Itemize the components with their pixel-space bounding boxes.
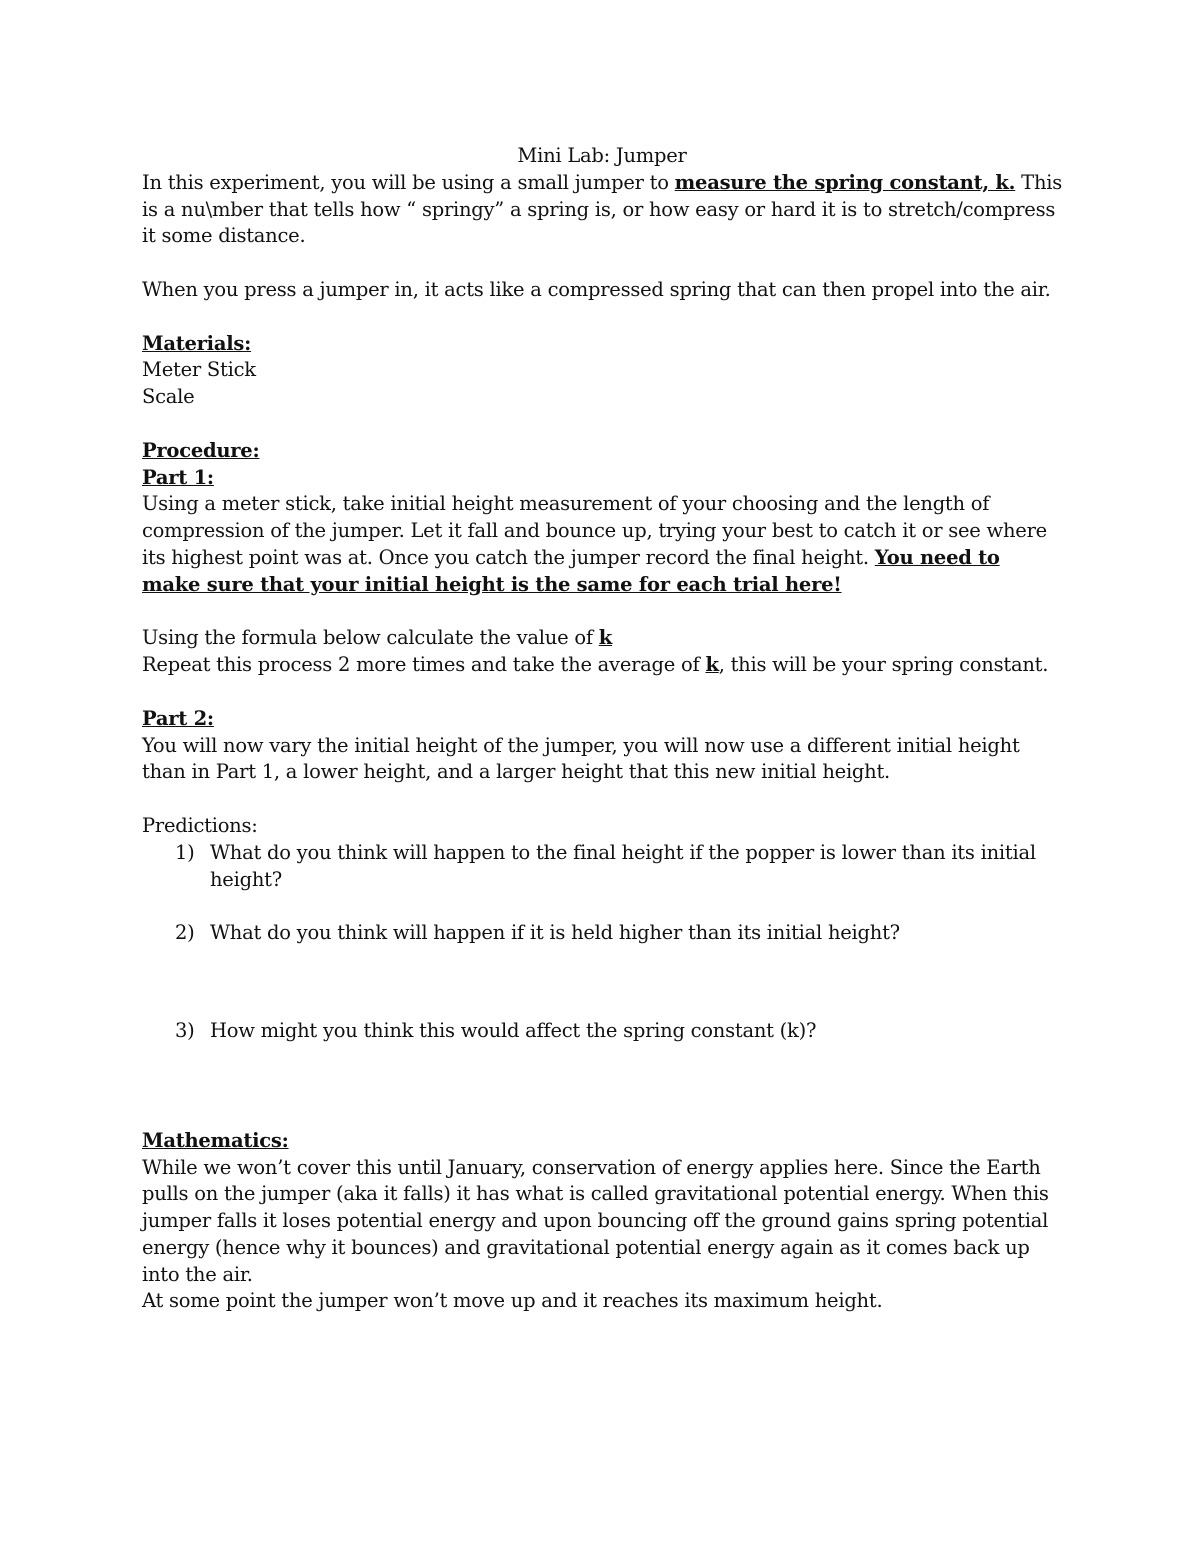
press-paragraph: When you press a jumper in, it acts like a compressed spring that can then propel into the air. xyxy=(142,277,1051,301)
part2-paragraph: You will now vary the initial height of the jumper, you will now use a different initial height than in Part 1, a lower height, and a larger height that this new initial height. xyxy=(142,733,1020,784)
document-page xyxy=(142,143,1062,1315)
question-number: 1) xyxy=(175,840,195,864)
part2-heading: Part 2: xyxy=(142,706,214,730)
material-item: Scale xyxy=(142,385,195,409)
intro-emphasis: measure the spring constant, k. xyxy=(674,170,1016,194)
part1-paragraph xyxy=(142,491,1062,598)
material-item: Meter Stick xyxy=(142,358,256,382)
repeat-line xyxy=(142,652,1062,679)
mathematics-paragraph: While we won’t cover this until January, conservation of energy applies here. Since the Earth pulls on the jumper (aka it falls) it has what is called gravitational potential energy. When this jumper falls it loses potential energy and upon bouncing off the ground gains spring potential energy (hence why it bounces) and gravitational potential energy again as it comes back up into the air. xyxy=(142,1155,1049,1286)
part1-heading: Part 1: xyxy=(142,465,214,489)
formula-line xyxy=(142,625,1062,652)
formula-text: Using the formula below calculate the value of xyxy=(142,626,599,650)
question-text: What do you think will happen if it is held higher than its initial height? xyxy=(210,921,900,945)
repeat-k: k xyxy=(705,653,719,677)
document-title: Mini Lab: Jumper xyxy=(517,144,687,167)
predictions-list xyxy=(142,840,1062,1045)
part1-text: Using a meter stick, take initial height measurement of your choosing and the length of compression of the jumper. Let it fall and bounce up, trying your best to catch it or see where its highest point was at. Once you catch the jumper record the final height. xyxy=(142,492,1047,569)
question-number: 3) xyxy=(175,1018,195,1042)
mathematics-heading: Mathematics: xyxy=(142,1128,289,1152)
repeat-text-end: , this will be your spring constant. xyxy=(718,653,1049,677)
repeat-text: Repeat this process 2 more times and take the average of xyxy=(142,653,706,677)
part1-emphasis: You need to make sure that your initial height is the same for each trial here! xyxy=(142,545,1000,596)
intro-paragraph xyxy=(142,170,1062,250)
prediction-question xyxy=(175,1018,1062,1045)
prediction-question xyxy=(175,840,1062,894)
question-text: How might you think this would affect the spring constant (k)? xyxy=(210,1018,817,1042)
materials-heading: Materials: xyxy=(142,331,252,355)
prediction-question xyxy=(175,920,1062,947)
mathematics-conclusion: At some point the jumper won’t move up and it reaches its maximum height. xyxy=(142,1289,883,1313)
formula-k: k xyxy=(598,626,613,650)
question-text: What do you think will happen to the final height if the popper is lower than its initial height? xyxy=(210,840,1036,891)
intro-text-start: In this experiment, you will be using a small jumper to xyxy=(142,170,675,194)
predictions-label: Predictions: xyxy=(142,813,258,837)
question-number: 2) xyxy=(175,921,195,945)
procedure-heading: Procedure: xyxy=(142,438,260,462)
intro-text-end: This is a nu\mber that tells how “ springy” a spring is, or how easy or hard it is to stretch/compress it some distance. xyxy=(142,170,1062,248)
